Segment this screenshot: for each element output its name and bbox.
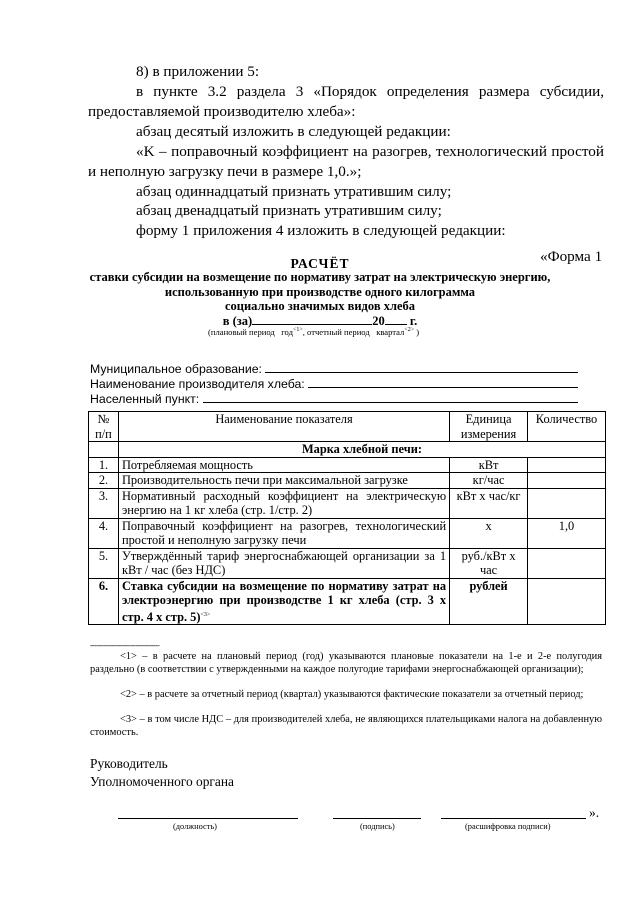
qty-cell[interactable] — [528, 473, 606, 489]
intro-line-4a: «K – поправочный коэффициент на разогрев, технологический простой — [136, 143, 604, 160]
year-blank[interactable] — [385, 313, 407, 325]
intro-line-2b: предоставляемой производителю хлеба»: — [88, 103, 356, 120]
producer-blank[interactable] — [308, 376, 578, 388]
table-row: 3. Нормативный расходный коэффициент на электрическую энергию на 1 кг хлеба (стр. 1/стр. 2) кВт х час/кг — [89, 488, 606, 518]
table-row: 6. Ставка субсидии на возмещение по нормативу затрат на электроэнергию при производстве 1 кг хлеба (стр. 3 х стр. 4 х стр. 5)$^{<3>}$ рублей — [89, 578, 606, 625]
table-row: 2. Производительность печи при максимальной загрузке кг/час — [89, 473, 606, 489]
calc-table — [88, 411, 606, 625]
signature-head: Руководитель — [90, 756, 168, 771]
qty-cell[interactable] — [528, 457, 606, 473]
intro-line-3: абзац десятый изложить в следующей редакции: — [136, 123, 451, 140]
signature-line[interactable] — [333, 818, 421, 819]
position-line[interactable] — [118, 818, 298, 819]
header-unit: Единица измерения — [450, 412, 528, 442]
name-line[interactable] — [441, 818, 586, 819]
form-label: «Форма 1 — [540, 248, 603, 265]
period-year: 20 — [372, 314, 385, 328]
intro-line-1: 8) в приложении 5: — [136, 63, 260, 80]
period-blank[interactable] — [252, 313, 372, 325]
sign-caption: (подпись) — [360, 822, 395, 831]
header-qty: Количество — [528, 412, 606, 442]
table-row: 4. Поправочный коэффициент на разогрев, технологический простой и неполную загрузку печи x 1,0 — [89, 518, 606, 548]
municipality-blank[interactable] — [265, 361, 578, 373]
footnote-2: <2> – в расчете за отчетный период (квартал) указываются фактические показатели за отчетный период; — [120, 689, 584, 700]
doc-subtitle-2: использованную при производстве одного килограмма — [164, 285, 476, 299]
period-hint: (плановый период год$^{<1>}$, отчетный период квартал$^{<2>}$ ) — [208, 327, 420, 337]
intro-line-2a: в пункте 3.2 раздела 3 «Порядок определения размера субсидии, — [136, 83, 604, 100]
closing-quote: ». — [589, 805, 600, 820]
producer-field: Наименование производителя хлеба: — [90, 376, 578, 392]
intro-line-4b: и неполную загрузку печи в размере 1,0.»; — [88, 163, 362, 180]
intro-line-5: абзац одиннадцатый признать утратившим силу; — [136, 183, 452, 200]
period-prefix: в (за) — [222, 314, 253, 328]
intro-line-7: форму 1 приложения 4 изложить в следующей редакции: — [136, 222, 506, 239]
oven-brand-label: Марка хлебной печи: — [118, 442, 605, 458]
intro-line-6: абзац двенадцатый признать утратившим силу; — [136, 202, 442, 219]
table-row: 5. Утверждённый тариф энергоснабжающей организации за 1 кВт / час (без НДС) руб./кВт х час — [89, 548, 606, 578]
qty-cell[interactable] — [528, 488, 606, 518]
footnote-3: <3> – в том числе НДС – для производителей хлеба, не являющихся плательщиками налога на добавленную стоимость. — [90, 714, 602, 738]
table-header — [89, 412, 606, 442]
header-name: Наименование показателя — [118, 412, 449, 442]
doc-subtitle-3: социально значимых видов хлеба — [224, 299, 416, 313]
footnote-1: <1> – в расчете на плановый период (год) указываются плановые показатели на 1-е и 2-е полугодия раздельно (в соответствии с утвержденными на каждое полугодие тарифами энергоснабжающей организации); — [90, 651, 602, 675]
municipality-field: Муниципальное образование: — [90, 361, 578, 377]
signature-authority: Уполномоченного органа — [90, 774, 234, 789]
settlement-field: Населенный пункт: — [90, 391, 578, 407]
decode-caption: (расшифровка подписи) — [465, 822, 551, 831]
qty-cell[interactable] — [528, 548, 606, 578]
position-caption: (должность) — [173, 822, 217, 831]
period-suffix: г. — [409, 314, 418, 328]
settlement-blank[interactable] — [203, 391, 578, 403]
qty-cell[interactable] — [528, 578, 606, 625]
table-section-row — [89, 442, 606, 458]
footnote-rule: -------------------------------- — [90, 641, 160, 650]
header-num: № п/п — [89, 412, 119, 442]
table-row: 1. Потребляемая мощность кВт — [89, 457, 606, 473]
doc-subtitle-1: ставки субсидии на возмещение по нормативу затрат на электрическую энергию, — [89, 270, 551, 284]
doc-title: РАСЧЁТ — [290, 256, 350, 271]
qty-cell[interactable]: 1,0 — [528, 518, 606, 548]
